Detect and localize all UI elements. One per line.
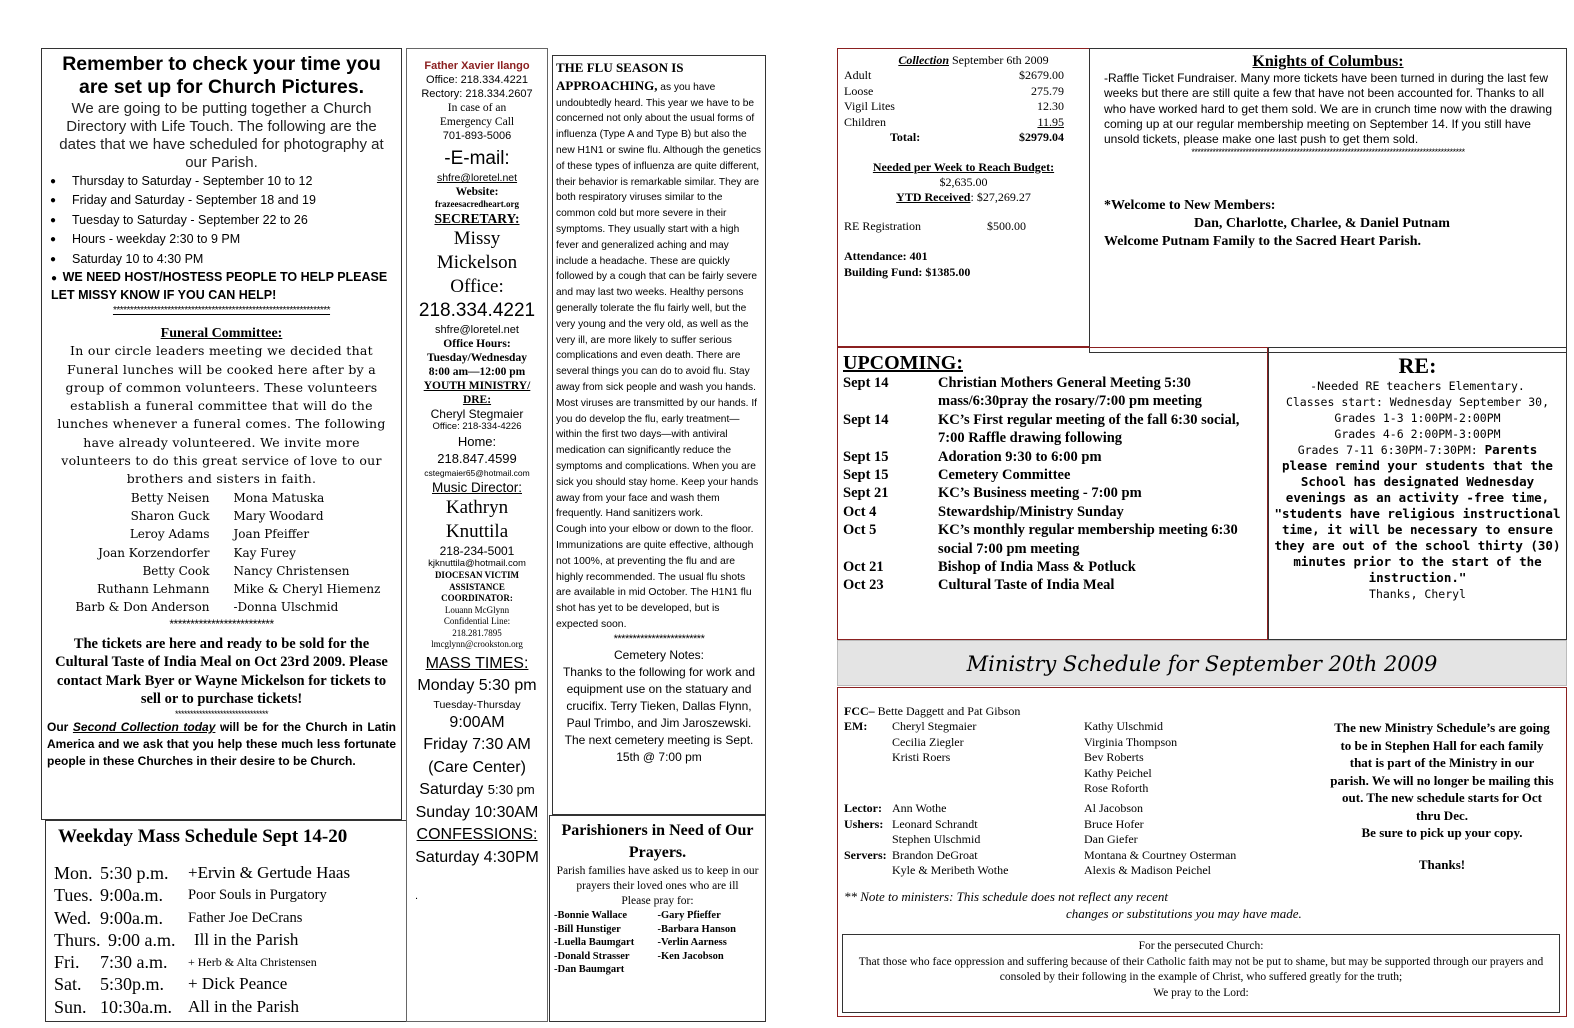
confidential-line-label: Confidential Line: <box>443 616 511 626</box>
minister-name: Dan Giefer <box>1084 832 1138 847</box>
event-date: Oct 4 <box>843 503 877 520</box>
prayer-name: -Luella Baumgart <box>554 937 635 948</box>
event-text: Bishop of India Mass & Potluck <box>938 559 1136 576</box>
minister-name: Cheryl Stegmaier <box>892 719 977 734</box>
weekday-mass-box <box>45 820 407 1022</box>
fcc-row <box>844 704 1560 719</box>
mass-friday: Friday 7:30 AM <box>423 736 531 753</box>
flu-title: THE FLU SEASON IS APPROACHING, <box>556 60 684 93</box>
note-to-ministers: ** Note to ministers: This schedule does not reflect any recent <box>844 889 1168 905</box>
prayers-box <box>549 815 766 1022</box>
re-line: Grades 4-6 2:00PM-3:00PM <box>1334 427 1501 441</box>
tickets-notice: The tickets are here and ready to be sold for the Cultural Taste of India Meal on Oct 23rd 2009. Please contact Mark Byer or Wayne Mickelson for tickets to sell or to purchase tickets! <box>55 635 388 708</box>
minister-name: Virginia Thompson <box>1084 734 1178 749</box>
divider: **************************************************************** <box>112 305 331 317</box>
re-line: Classes start: Wednesday September 30, <box>1285 395 1550 409</box>
divider: ******************************* <box>174 708 269 719</box>
event-date: Oct 21 <box>843 559 884 576</box>
servers-row <box>844 848 1084 863</box>
total-value: $2979.04 <box>1019 130 1064 144</box>
host-help-text: WE NEED HOST/HOSTESS PEOPLE TO HELP PLEASE LET MISSY KNOW IF YOU CAN HELP! <box>51 270 388 303</box>
mass-day: Sat. <box>54 974 82 995</box>
list-item: ● Friday and Saturday - September 18 and 19 <box>47 191 396 211</box>
mass-intention: Ill in the Parish <box>194 929 299 949</box>
mass-intention: + Dick Peance <box>188 974 288 994</box>
kofc-title-row <box>1104 53 1552 71</box>
persec-response: We pray to the Lord: <box>1153 986 1249 999</box>
music-email: kjknuttila@hotmail.com <box>428 557 526 569</box>
volunteer-name: Ruthann Lehmann <box>96 582 210 597</box>
list-item <box>843 576 1262 594</box>
event-date: Sept 15 <box>843 448 889 465</box>
event-text: KC’s Business meeting - 7:00 pm <box>938 485 1142 502</box>
ministry-col-2 <box>1084 719 1324 878</box>
list-item <box>843 374 1262 411</box>
mass-saturday <box>409 779 545 802</box>
stray-dot: . <box>415 890 419 902</box>
youth-office: Office: 218-334-4226 <box>432 420 522 432</box>
cemetery-title: Cemetery Notes: <box>613 647 705 662</box>
confessions-heading: CONFESSIONS: <box>416 826 538 843</box>
list-item <box>843 484 1262 502</box>
ministry-col-3 <box>1324 719 1560 878</box>
minister-name: Kyle & Meribeth Wothe <box>892 863 1009 878</box>
mass-saturday-label: Saturday <box>419 781 488 798</box>
volunteer-name: Barb & Don Anderson <box>75 600 210 615</box>
mass-intention: All in the Parish <box>188 996 299 1016</box>
collection-label: Vigil Lites <box>844 99 895 113</box>
ytd-heading: YTD Received <box>896 189 971 204</box>
mass-day: Mon. <box>54 863 93 883</box>
table-row <box>844 115 1083 131</box>
confidential-line-number: 218.281.7895 <box>452 627 502 638</box>
em-label: EM: <box>844 719 868 734</box>
pictures-title: Remember to check your time you are set up for Church Pictures. <box>62 53 381 99</box>
prayer-name: -Dan Baumgart <box>554 964 625 975</box>
event-date: Oct 5 <box>843 522 877 539</box>
funeral-committee-text: In our circle leaders meeting we decided that Funeral lunches will be cooked here after by a group of common volunteers. These volunteers establish a funeral committee that will do the lunches whenever a funeral comes. The following have already volunteered. We invite more volunteers to do this great service of love to our brothers and sisters in faith. <box>57 343 386 487</box>
mass-time: 10:30a.m. <box>100 996 172 1017</box>
lector-row <box>844 801 1084 816</box>
collection-title: Collection <box>898 53 949 67</box>
mass-time: 5:30p.m. <box>100 974 165 995</box>
total-row <box>844 130 1083 146</box>
new-schedule-notice: The new Ministry Schedule’s are going to be in Stephen Hall for each family that is part of the Ministry in our parish. We will no longer be mailing this out. The new schedule starts for Oct thru Dec. <box>1330 720 1554 823</box>
list-item: ● Saturday 10 to 4:30 PM <box>47 250 396 270</box>
coordinator-email: lmcglynn@crookston.org <box>431 639 523 649</box>
hours-heading: Office Hours: <box>443 337 511 350</box>
website-link[interactable]: frazeesacredheart.org <box>434 199 520 209</box>
youth-email: cstegmaier65@hotmail.com <box>424 468 530 478</box>
collection-value: 12.30 <box>1037 99 1064 113</box>
table-row <box>844 99 1083 115</box>
list-item <box>843 448 1262 466</box>
volunteer-name: Kay Furey <box>233 545 296 560</box>
list-item <box>843 411 1262 448</box>
email-link[interactable]: shfre@loretel.net <box>436 172 518 184</box>
prayer-name: -Donald Strasser <box>554 950 630 962</box>
mass-day: Tues. <box>54 885 93 906</box>
needed-heading: Needed per Week to Reach Budget: <box>872 159 1055 174</box>
event-text: Christian Mothers General Meeting 5:30 mass/6:30pray the rosary/7:00 pm meeting <box>938 375 1202 410</box>
table-row <box>844 84 1083 100</box>
minister-name: Montana & Courtney Osterman <box>1084 847 1237 862</box>
volunteer-name: Mary Woodard <box>233 508 324 523</box>
volunteer-name: Betty Neisen <box>130 490 210 505</box>
website-heading: Website: <box>455 186 499 198</box>
welcome-family: Welcome Putnam Family to the Sacred Heart Parish. <box>1104 234 1422 250</box>
photo-dates-list <box>47 172 396 270</box>
office-heading: Office: <box>450 275 504 297</box>
prayer-name: -Bill Hunstiger <box>554 923 621 935</box>
mass-times-heading: MASS TIMES: <box>425 654 529 672</box>
event-text: Cemetery Committee <box>938 467 1071 484</box>
event-text: KC’s First regular meeting of the fall 6:30 social, 7:00 Raffle drawing following <box>938 411 1240 447</box>
servers-label: Servers: <box>844 847 887 862</box>
mass-day: Sun. <box>54 996 87 1017</box>
volunteer-name: Sharon Guck <box>130 508 210 523</box>
mass-intention: + Herb & Alta Christensen <box>188 955 317 970</box>
emergency-label: In case of an Emergency Call <box>439 102 515 128</box>
fcc-names: Bette Daggett and Pat Gibson <box>874 704 1021 718</box>
volunteer-name: -Donna Ulschmid <box>233 600 339 615</box>
fcc-label: FCC– <box>844 704 875 718</box>
secretary-name: Missy Mickelson <box>436 227 518 273</box>
welcome-heading: *Welcome to New Members: <box>1104 198 1276 214</box>
secretary-email: shfre@loretel.net <box>435 323 519 336</box>
ministry-grid <box>844 719 1560 878</box>
total-label: Total: <box>890 130 921 144</box>
mass-tue-thu: Tuesday-Thursday <box>433 698 521 711</box>
new-members: Dan, Charlotte, Charlee, & Daniel Putnam <box>1194 216 1450 232</box>
table-row <box>844 68 1083 84</box>
divider: ******************************************************************************************* <box>1191 147 1465 158</box>
building-fund: Building Fund: $1385.00 <box>844 265 971 279</box>
volunteer-name: Mona Matuska <box>233 490 325 505</box>
minister-name: Kristi Roers <box>892 750 951 765</box>
list-item: ● Tuesday to Saturday - September 22 to 26 <box>47 211 396 231</box>
collection-label: Adult <box>844 68 872 82</box>
mass-time: 5:30 p.m. <box>100 863 169 883</box>
ministry-col-1 <box>844 719 1084 878</box>
minister-name: Al Jacobson <box>1084 801 1143 816</box>
re-registration-value: $500.00 <box>987 218 1026 233</box>
collection-value: $2679.00 <box>1019 68 1064 82</box>
emergency-phone: 701-893-5006 <box>442 130 512 142</box>
persec-text: That those who face oppression and suffering because of their Catholic faith may not be put to shame, but may be supported through our prayers and consoled by their following in the example of Christ, who suffered greatly for the truth; <box>858 955 1544 983</box>
minister-name: Kathy Ulschmid <box>1084 719 1163 734</box>
table-row <box>54 973 398 995</box>
re-thanks: Thanks, Cheryl <box>1369 587 1466 601</box>
prayer-name: -Ken Jacobson <box>657 950 724 962</box>
event-date: Sept 14 <box>843 411 889 428</box>
second-text-a: Our <box>47 719 73 734</box>
host-help-notice: ● WE NEED HOST/HOSTESS PEOPLE TO HELP PLEASE LET MISSY KNOW IF YOU CAN HELP! <box>51 270 388 303</box>
collection-box <box>837 48 1089 347</box>
re-parents-notice: Parents please remind your students that the School has designated Wednesday evenings as an activity -free time, "students have religious instructional time, it will be necessary to ensure they are out of the school thirty (30) minutes prior to the start of the instruction." <box>1274 442 1561 585</box>
pictures-intro: We are going to be putting together a Church Directory with Life Touch. The following are the dates that we have scheduled for photography at our Parish. <box>59 99 384 171</box>
prayers-title: Parishioners in Need of Our Prayers. <box>561 822 754 861</box>
coordinator-name: Louann McGlynn <box>444 604 510 615</box>
diocesan-heading: DIOCESAN VICTIM ASSISTANCE COORDINATOR: <box>434 570 520 603</box>
spacer <box>844 766 1084 781</box>
minister-name: Brandon DeGroat <box>892 847 978 862</box>
spacer <box>844 781 1084 796</box>
prayers-text: Parish families have asked us to keep in our prayers their loved ones who are ill <box>556 865 759 892</box>
upcoming-box <box>837 347 1268 640</box>
home-number: 218.847.4599 <box>437 451 517 466</box>
volunteer-name: Betty Cook <box>142 563 210 578</box>
volunteer-names <box>47 489 396 617</box>
flu-cough-text: Cough into your elbow or down to the floor. Immunizations are quite effective, although not 100%, at preventing the flu and are highly recommended. The usual flu shots are available in mid October. The H1N1 flu shot has yet to be developed, but is expected soon. <box>556 524 754 630</box>
confessions-saturday: Saturday 4:30PM <box>415 848 539 866</box>
minister-name: Bruce Hofer <box>1084 816 1144 831</box>
music-name: Kathryn Knuttila <box>445 496 509 542</box>
volunteer-name: Joan Korzendorfer <box>98 545 210 560</box>
kofc-colon: : <box>1398 53 1404 70</box>
upcoming-title: UPCOMING: <box>843 352 963 374</box>
second-text-b: will be for the Church in Latin America and we ask that you help these much less fortunate people in these Churches in their desire to be Church. <box>47 719 397 768</box>
event-date: Sept 14 <box>843 375 889 391</box>
table-row <box>54 907 398 929</box>
flu-season-box <box>552 55 766 815</box>
hours-days: Tuesday/Wednesday <box>427 351 527 364</box>
mass-care-center: (Care Center) <box>428 758 526 776</box>
volunteer-name: Joan Pfeiffer <box>233 527 310 542</box>
minister-name: Bev Roberts <box>1084 750 1144 765</box>
volunteer-name: Nancy Christensen <box>233 563 350 578</box>
cemetery-text: Thanks to the following for work and equipment use on the statuary and crucifix. Terry Tieken, Dallas Flynn, Paul Trimbo, and Jim Jaroszewski. <box>562 664 756 730</box>
table-row <box>54 996 398 1018</box>
attendance: Attendance: 401 <box>844 249 928 263</box>
event-date: Sept 15 <box>843 467 889 484</box>
persec-title: For the persecuted Church: <box>1138 940 1264 952</box>
prayer-name: -Barbara Hanson <box>657 923 736 935</box>
event-date: Oct 23 <box>843 577 884 594</box>
list-item <box>843 521 1262 558</box>
prayer-name: -Bonnie Wallace <box>554 910 628 921</box>
hours-time: 8:00 am—12:00 pm <box>428 365 526 378</box>
weekday-title: Weekday Mass Schedule Sept 14-20 <box>58 826 348 847</box>
collection-value: 275.79 <box>1031 83 1064 98</box>
prayer-name: -Verlin Aarness <box>657 937 727 948</box>
church-pictures-box <box>41 48 402 820</box>
list-item: ● Hours - weekday 2:30 to 9 PM <box>47 230 396 250</box>
lector-label: Lector: <box>844 801 882 816</box>
mass-sunday: Sunday 10:30AM <box>415 803 539 821</box>
re-grades-7-11: Grades 7-11 6:30PM-7:30PM: <box>1297 443 1485 457</box>
minister-name: Leonard Schrandt <box>892 816 978 831</box>
priest-name: Father Xavier Ilango <box>424 60 530 72</box>
prayer-name <box>658 963 762 977</box>
second-collection-notice <box>47 719 396 770</box>
contact-column <box>406 48 548 1022</box>
mass-time: 9:00 a.m. <box>108 929 176 950</box>
em-row <box>844 719 1084 734</box>
music-heading: Music Director: <box>431 479 522 495</box>
re-registration-row <box>844 219 1083 235</box>
event-date: Sept 21 <box>843 485 889 502</box>
cemetery-next: The next cemetery meeting is Sept. 15th @ 7:00 pm <box>564 732 754 764</box>
mass-day: Wed. <box>54 907 92 928</box>
list-item: ● Thursday to Saturday - September 10 to 12 <box>47 172 396 192</box>
flu-body: as you have undoubtedly heard. This year we have to be concerned not only about the usual forms of influenza (Type A and Type B) but also the new H1N1 or swine flu. Although the genetics of these types of influenza are quite different, their behavior is remarkable similar. They are both respiratory viruses similar to the common cold but more severe in their symptoms. They usually start with a high fever and generalized aching and may include a headache. These are quickly followed by a cough that can be fairly severe and may last two weeks. Healthy persons generally tolerate the flu fairly well, but the very young and the very old, as well as the very ill, are more likely to suffer serious complications and even death. There are several things you can do to avoid flu. Stay away from sick people and wash you hands. Most viruses are transmitted by our hands. If you do develop the flu, early treatment—within the first two days—with antiviral medication can significantly reduce the symptoms and complications. When you are sick you should stay home. Keep your hands away from your face and wash them frequently. Hand sanitizers work. <box>556 81 762 520</box>
minister-name: Cecilia Ziegler <box>892 734 964 749</box>
home-heading: Home: <box>457 434 497 449</box>
minister-name: Ann Wothe <box>892 801 947 816</box>
thanks-note: Thanks! <box>1418 856 1466 872</box>
knights-of-columbus-box <box>1089 48 1567 353</box>
mass-time: 7:30 a.m. <box>100 952 168 973</box>
funeral-committee-title: Funeral Committee: <box>160 326 283 342</box>
volunteer-name: Leroy Adams <box>129 527 210 542</box>
re-line: Grades 1-3 1:00PM-2:00PM <box>1334 411 1501 425</box>
event-text: Cultural Taste of India Meal <box>938 577 1115 594</box>
mass-intention: Poor Souls in Purgatory <box>188 887 327 904</box>
note-to-ministers-2: changes or substitutions you may have made. <box>1066 906 1302 922</box>
second-collection-em: Second Collection today <box>72 719 216 734</box>
ushers-row <box>844 817 1084 832</box>
volunteer-name: Mike & Cheryl Hiemenz <box>233 582 381 597</box>
collection-label: Children <box>844 114 886 129</box>
divider: ************************* <box>169 616 274 631</box>
re-title: RE: <box>1398 353 1437 378</box>
collection-header <box>844 53 1083 68</box>
mass-intention: +Ervin & Gertude Haas <box>188 863 351 882</box>
mass-time: 9:00a.m. <box>100 885 163 906</box>
table-row <box>54 862 398 884</box>
minister-name: Rose Roforth <box>1084 781 1149 796</box>
event-text: KC’s monthly regular membership meeting 6:30 social 7:00 pm meeting <box>938 522 1238 557</box>
music-phone: 218-234-5001 <box>439 543 515 558</box>
email-heading: -E-mail: <box>444 148 510 169</box>
youth-heading: YOUTH MINISTRY/ DRE: <box>423 379 531 406</box>
table-row <box>54 951 398 973</box>
ministry-schedule-title: Ministry Schedule for September 20th 2009 <box>837 640 1567 686</box>
event-text: Adoration 9:30 to 6:00 pm <box>938 448 1102 465</box>
persecuted-church-prayer <box>842 934 1560 1013</box>
table-row <box>54 884 398 906</box>
mass-time: 9:00a.m. <box>100 907 163 928</box>
pick-up-notice: Be sure to pick up your copy. <box>1361 825 1523 841</box>
ytd-value: : $27,269.27 <box>970 189 1031 204</box>
divider: ************************ <box>613 632 705 645</box>
mass-monday: Monday 5:30 pm <box>417 677 537 694</box>
needed-value: $2,635.00 <box>939 174 988 189</box>
youth-name: Cheryl Stegmaier <box>430 406 524 421</box>
kofc-title: Knights of Columbus <box>1252 53 1399 70</box>
list-item <box>843 558 1262 576</box>
re-line: -Needed RE teachers Elementary. <box>1310 379 1525 393</box>
mass-intention: Father Joe DeCrans <box>188 909 303 926</box>
minister-name: Kathy Peichel <box>1084 765 1152 780</box>
list-item <box>843 466 1262 484</box>
rectory-phone: Rectory: 218.334.2607 <box>421 88 533 100</box>
event-text: Stewardship/Ministry Sunday <box>938 503 1124 520</box>
prayer-names <box>554 909 761 977</box>
ushers-label: Ushers: <box>844 816 884 831</box>
mass-day: Fri. <box>54 952 80 973</box>
re-notice <box>1273 442 1562 586</box>
office-phone: Office: 218.334.4221 <box>426 74 528 86</box>
mass-9am: 9:00AM <box>449 713 505 731</box>
re-box <box>1268 347 1567 640</box>
collection-label: Loose <box>844 83 874 98</box>
table-row <box>54 929 398 951</box>
mass-day: Thurs. <box>54 929 101 950</box>
list-item <box>843 503 1262 521</box>
ministry-schedule-box <box>837 687 1567 1017</box>
office-number: 218.334.4221 <box>418 299 536 321</box>
collection-value: 11.95 <box>1037 114 1064 129</box>
flu-text <box>556 60 762 522</box>
collection-date: September 6th 2009 <box>949 53 1049 67</box>
re-registration-label: RE Registration <box>844 218 921 233</box>
kofc-text: -Raffle Ticket Fundraiser. Many more tickets have been turned in during the last few weeks but there are still quite a few that have not been accounted for. Thanks to all who have worked hard to get them sold. We are in crunch time now with the drawing coming up at our regular membership meeting on September 14. If you still have unsold tickets, please make one last push to get them sold. <box>1104 71 1553 147</box>
prayer-name: -Gary Pfieffer <box>657 910 721 921</box>
minister-name: Stephen Ulschmid <box>892 832 981 847</box>
pray-for-label: Please pray for: <box>621 895 694 907</box>
minister-name: Alexis & Madison Peichel <box>1084 863 1211 878</box>
secretary-heading: SECRETARY: <box>434 210 520 226</box>
ytd-row <box>844 190 1083 205</box>
mass-saturday-time: 5:30 pm <box>487 782 535 797</box>
